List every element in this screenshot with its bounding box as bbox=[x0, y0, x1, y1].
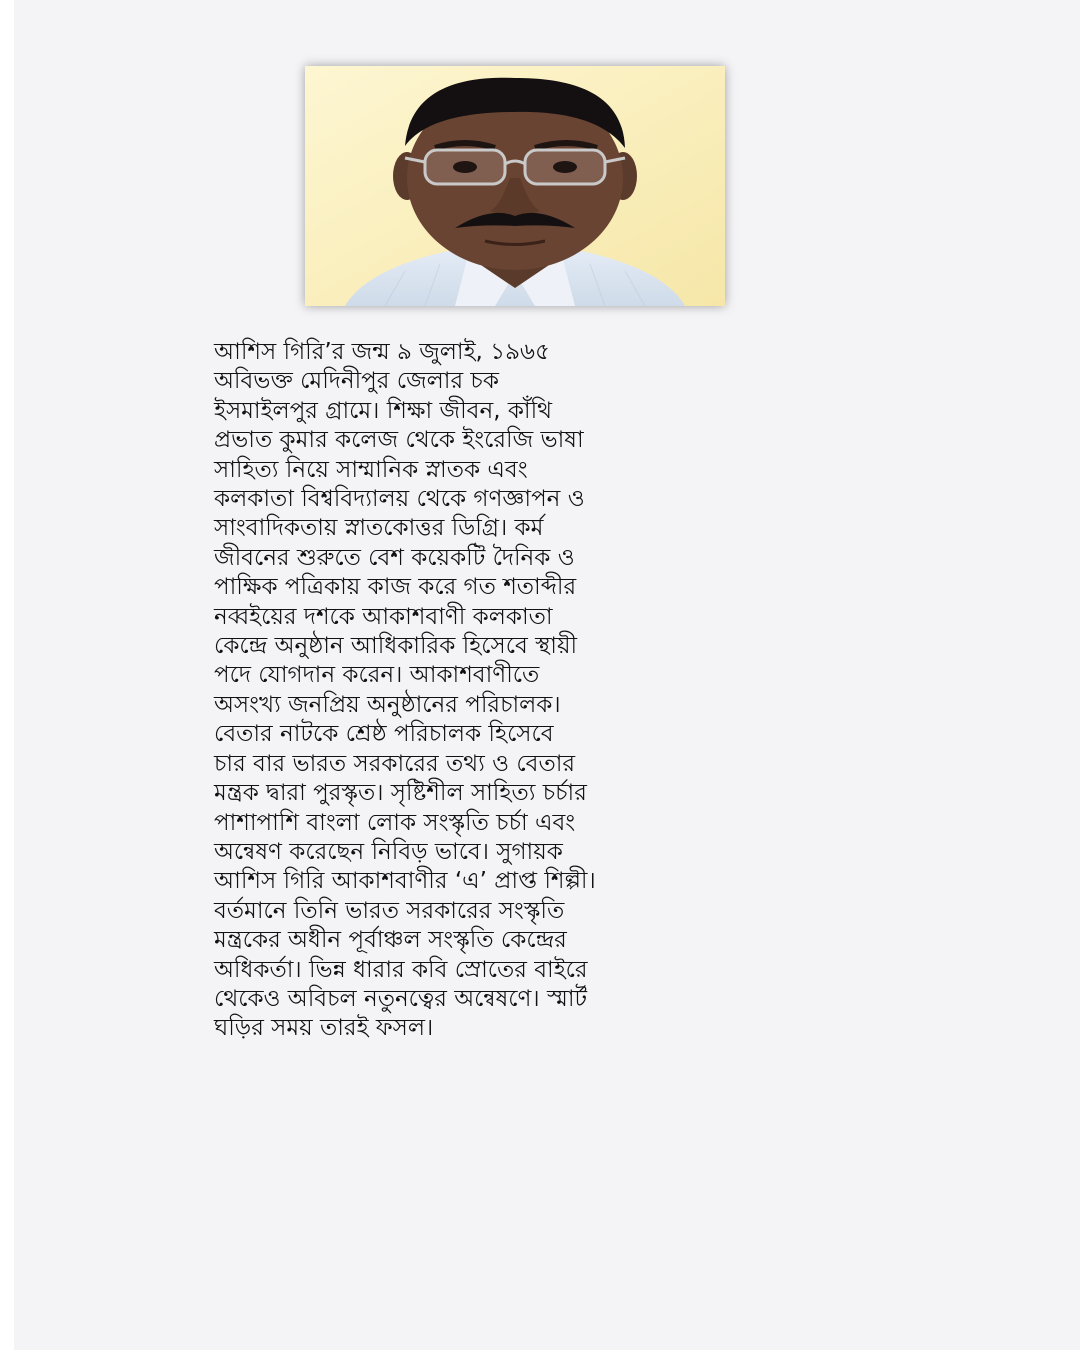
portrait-image bbox=[305, 66, 725, 306]
author-photo bbox=[305, 66, 725, 306]
author-biography: আশিস গিরি’র জন্ম ৯ জুলাই, ১৯৬৫ অবিভক্ত মেদিনীপুর জেলার চক ইসমাইলপুর গ্রামে। শিক্ষা জীবন, কাঁথি প্রভাত কুমার কলেজ থেকে ইংরেজি ভাষা সাহিত্য নিয়ে সাম্মানিক স্নাতক এবং কলকাতা বিশ্ববিদ্যালয় থেকে গণজ্ঞাপন ও সাংবাদিকতায় স্নাতকোত্তর ডিগ্রি। কর্ম জীবনের শুরুতে বেশ কয়েকটি দৈনিক ও পাক্ষিক পত্রিকায় কাজ করে গত শতাব্দীর নব্বইয়ের দশকে আকাশবাণী কলকাতা কেন্দ্রে অনুষ্ঠান আধিকারিক হিসেবে স্থায়ী পদে যোগদান করেন। আকাশবাণীতে অসংখ্য জনপ্রিয় অনুষ্ঠানের পরিচালক। বেতার নাটকে শ্রেষ্ঠ পরিচালক হিসেবে চার বার ভারত সরকারের তথ্য ও বেতার মন্ত্রক দ্বারা পুরস্কৃত। সৃষ্টিশীল সাহিত্য চর্চার পাশাপাশি বাংলা লোক সংস্কৃতি চর্চা এবং অন্বেষণ করেছেন নিবিড় ভাবে। সুগায়ক আশিস গিরি আকাশবাণীর ‘এ’ প্রাপ্ত শিল্পী। বর্তমানে তিনি ভারত সরকারের সংস্কৃতি মন্ত্রকের অধীন পূর্বাঞ্চল সংস্কৃতি কেন্দ্রের অধিকর্তা। ভিন্ন ধারার কবি স্রোতের বাইরে থেকেও অবিচল নতুনত্বের অন্বেষণে। স্মার্ট ঘড়ির সময় তারই ফসল। bbox=[214, 339, 596, 1042]
page-left-border bbox=[0, 0, 14, 1350]
